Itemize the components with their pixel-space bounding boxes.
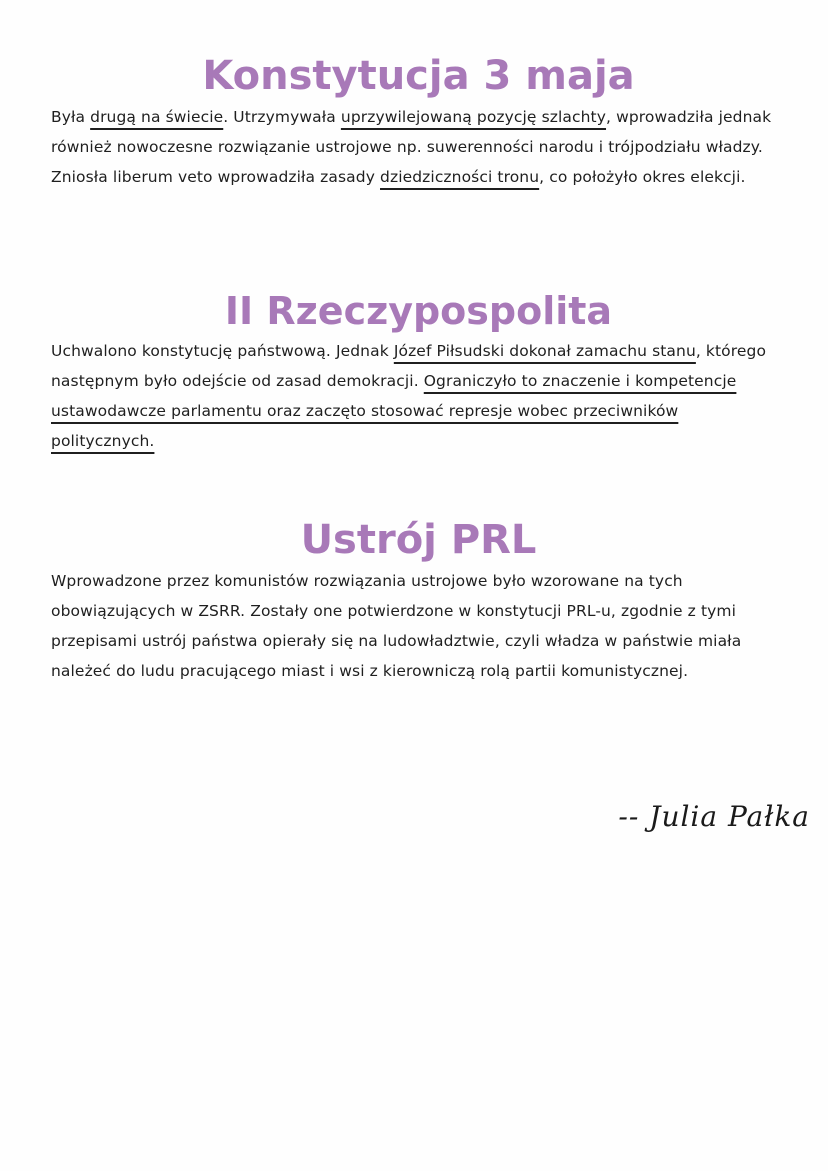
section-konstytucja	[51, 53, 786, 192]
section-title: II Rzeczypospolita	[224, 289, 613, 333]
text-segment: , co położyło okres elekcji.	[539, 168, 746, 186]
text-segment: . Utrzymywała	[223, 108, 341, 126]
underlined-phrase: drugą na świecie	[90, 108, 224, 126]
section-title: Ustrój PRL	[300, 517, 537, 563]
section-body	[51, 336, 786, 456]
section-body	[51, 102, 786, 192]
section-title: Konstytucja 3 maja	[202, 53, 635, 99]
underlined-phrase: dziedziczności tronu	[380, 168, 540, 186]
section-body	[51, 566, 786, 686]
section-prl	[51, 517, 786, 686]
text-segment: , którego następnym było odejście od zasad demokracji.	[51, 342, 767, 390]
section-rzeczypospolita	[51, 289, 786, 456]
underlined-phrase: uprzywilejowaną pozycję szlachty	[340, 108, 607, 126]
text-segment: Wprowadzone przez komunistów rozwiązania ustrojowe było wzorowane na tych obowiązujących w ZSRR. Zostały one potwierdzone w konstytucji PRL-u, zgodnie z tymi przepisami ustrój państwa opierały się na ludowładztwie, czyli władza w państwie miała należeć do ludu pracującego miast i wsi z kierowniczą rolą partii komunistycznej.	[51, 572, 742, 680]
underlined-phrase: Józef Piłsudski dokonał zamachu stanu	[393, 342, 696, 360]
underlined-phrase: Ograniczyło to znaczenie i kompetencje ustawodawcze parlamentu oraz zaczęto stosować represje wobec przeciwników politycznych.	[51, 372, 737, 450]
signature: -- Julia Pałka	[618, 800, 810, 833]
text-segment: , wprowadziła jednak również nowoczesne rozwiązanie ustrojowe np. suwerenności narodu i trójpodziału władzy. Zniosła liberum veto wprowadziła zasady	[51, 108, 772, 186]
text-segment: Uchwalono konstytucję państwową. Jednak	[51, 342, 394, 360]
text-segment: Była	[51, 108, 91, 126]
